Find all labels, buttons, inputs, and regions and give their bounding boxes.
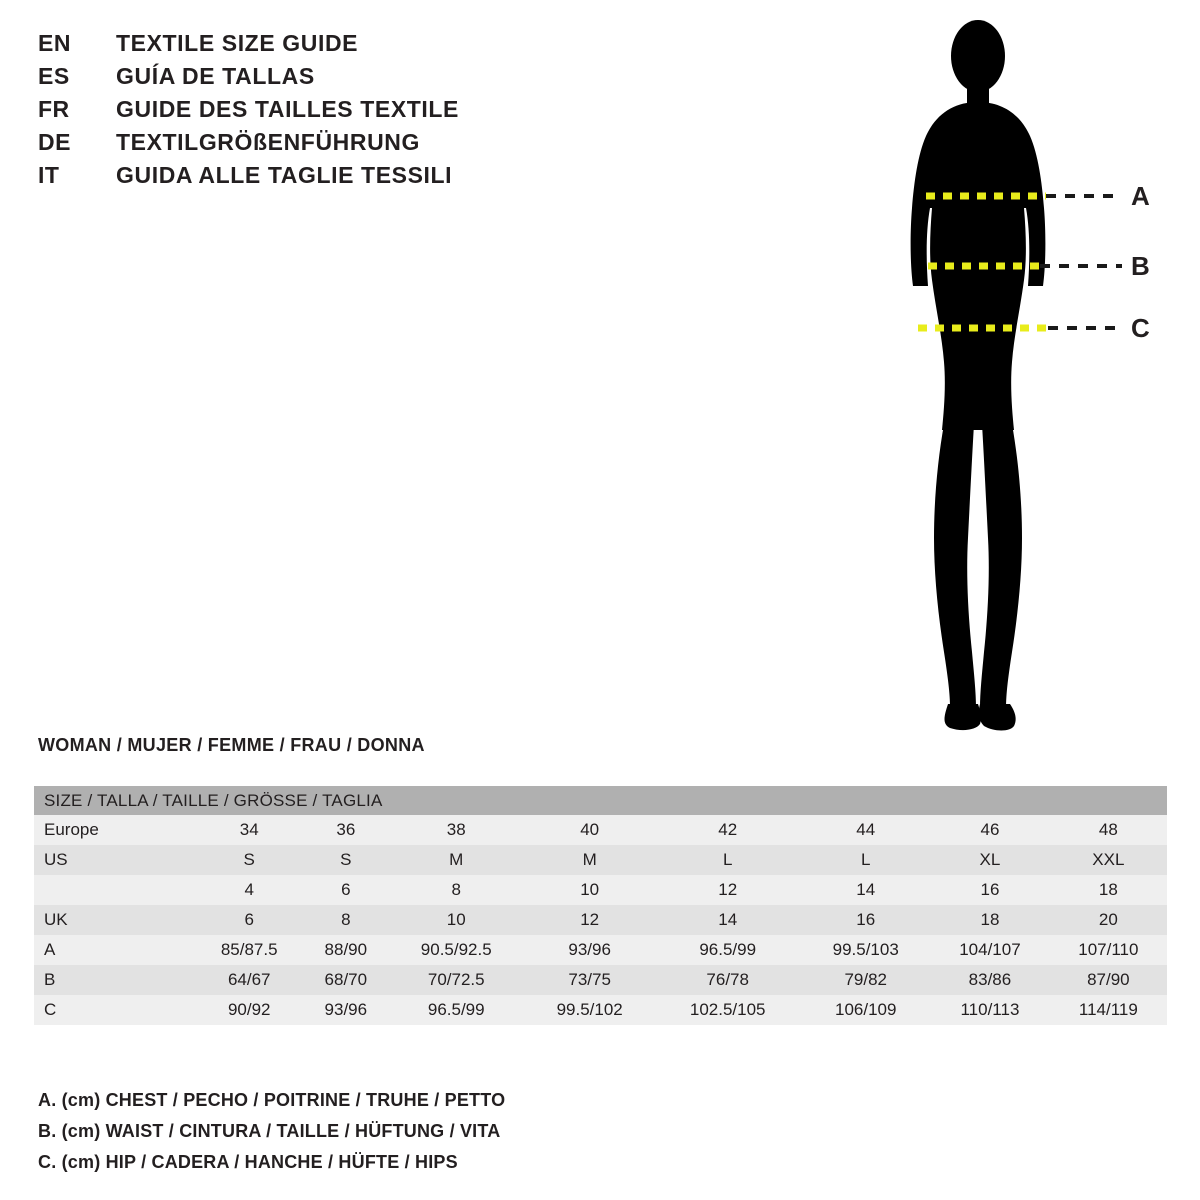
footnotes [38, 1090, 738, 1183]
cell: 110/113 [930, 995, 1050, 1025]
table-header-label: SIZE / TALLA / TAILLE / GRÖSSE / TAGLIA [34, 786, 1167, 815]
cell: 16 [930, 875, 1050, 905]
table-row [34, 845, 1167, 875]
table-row [34, 815, 1167, 845]
cell: 79/82 [801, 965, 930, 995]
cell: 16 [801, 905, 930, 935]
table-row [34, 965, 1167, 995]
cell: 18 [930, 905, 1050, 935]
cell: 44 [801, 815, 930, 845]
row-label-us: US [34, 845, 194, 875]
cell: 46 [930, 815, 1050, 845]
title-row-fr [38, 96, 678, 129]
footnote-hip: C. (cm) HIP / CADERA / HANCHE / HÜFTE / HIPS [38, 1152, 458, 1172]
cell: 114/119 [1050, 995, 1167, 1025]
female-silhouette-icon [911, 20, 1046, 731]
cell: 106/109 [801, 995, 930, 1025]
cell: S [304, 845, 387, 875]
cell: 10 [525, 875, 654, 905]
title-text-fr: GUIDE DES TAILLES TEXTILE [116, 96, 459, 122]
row-label-c: C [34, 995, 194, 1025]
row-label-europe: Europe [34, 815, 194, 845]
table-row [34, 995, 1167, 1025]
title-lang-de: DE [38, 129, 71, 155]
row-label-a: A [34, 935, 194, 965]
title-text-en: TEXTILE SIZE GUIDE [116, 30, 359, 56]
cell: 14 [801, 875, 930, 905]
cell: 34 [194, 815, 304, 845]
marker-label-a: A [1131, 181, 1150, 211]
table-header-row [34, 786, 1167, 815]
title-lang-es: ES [38, 63, 70, 89]
cell: 42 [654, 815, 801, 845]
cell: 6 [194, 905, 304, 935]
footnote-waist: B. (cm) WAIST / CINTURA / TAILLE / HÜFTUNG / VITA [38, 1121, 501, 1141]
marker-label-b: B [1131, 251, 1150, 281]
table-row [34, 875, 1167, 905]
table-row [34, 905, 1167, 935]
cell: 83/86 [930, 965, 1050, 995]
table-row [34, 935, 1167, 965]
cell: 93/96 [304, 995, 387, 1025]
cell: 99.5/102 [525, 995, 654, 1025]
row-label-uk: UK [34, 905, 194, 935]
cell: 10 [387, 905, 525, 935]
cell: 104/107 [930, 935, 1050, 965]
cell: L [801, 845, 930, 875]
female-body-figure [850, 18, 1180, 738]
cell: 107/110 [1050, 935, 1167, 965]
title-row-en [38, 30, 678, 63]
cell: L [654, 845, 801, 875]
title-block [38, 30, 678, 195]
cell: 20 [1050, 905, 1167, 935]
cell: 14 [654, 905, 801, 935]
cell: 85/87.5 [194, 935, 304, 965]
cell: 38 [387, 815, 525, 845]
cell: 96.5/99 [387, 995, 525, 1025]
cell: 8 [387, 875, 525, 905]
title-row-it [38, 162, 678, 195]
cell: 18 [1050, 875, 1167, 905]
cell: M [387, 845, 525, 875]
marker-label-c: C [1131, 313, 1150, 343]
cell: 70/72.5 [387, 965, 525, 995]
cell: 12 [525, 905, 654, 935]
size-table [34, 786, 1167, 1025]
title-text-it: GUIDA ALLE TAGLIE TESSILI [116, 162, 453, 188]
cell: 8 [304, 905, 387, 935]
leader-lines [1040, 196, 1122, 328]
cell: S [194, 845, 304, 875]
title-lang-fr: FR [38, 96, 70, 122]
cell: 88/90 [304, 935, 387, 965]
cell: 48 [1050, 815, 1167, 845]
cell: 4 [194, 875, 304, 905]
cell: 99.5/103 [801, 935, 930, 965]
title-lang-it: IT [38, 162, 60, 188]
cell: XXL [1050, 845, 1167, 875]
cell: M [525, 845, 654, 875]
cell: 64/67 [194, 965, 304, 995]
cell: 93/96 [525, 935, 654, 965]
cell: 12 [654, 875, 801, 905]
cell: 87/90 [1050, 965, 1167, 995]
cell: 36 [304, 815, 387, 845]
title-row-de [38, 129, 678, 162]
row-label-us-numeric [34, 875, 194, 905]
cell: 73/75 [525, 965, 654, 995]
title-lang-en: EN [38, 30, 71, 56]
cell: 96.5/99 [654, 935, 801, 965]
cell: 68/70 [304, 965, 387, 995]
cell: 90.5/92.5 [387, 935, 525, 965]
cell: 90/92 [194, 995, 304, 1025]
row-label-b: B [34, 965, 194, 995]
cell: 76/78 [654, 965, 801, 995]
cell: 102.5/105 [654, 995, 801, 1025]
cell: 6 [304, 875, 387, 905]
section-label-woman: WOMAN / MUJER / FEMME / FRAU / DONNA [38, 735, 425, 755]
cell: 40 [525, 815, 654, 845]
title-text-de: TEXTILGRÖßENFÜHRUNG [116, 129, 420, 155]
footnote-chest: A. (cm) CHEST / PECHO / POITRINE / TRUHE / PETTO [38, 1090, 506, 1110]
title-text-es: GUÍA DE TALLAS [116, 63, 315, 89]
cell: XL [930, 845, 1050, 875]
title-row-es [38, 63, 678, 96]
